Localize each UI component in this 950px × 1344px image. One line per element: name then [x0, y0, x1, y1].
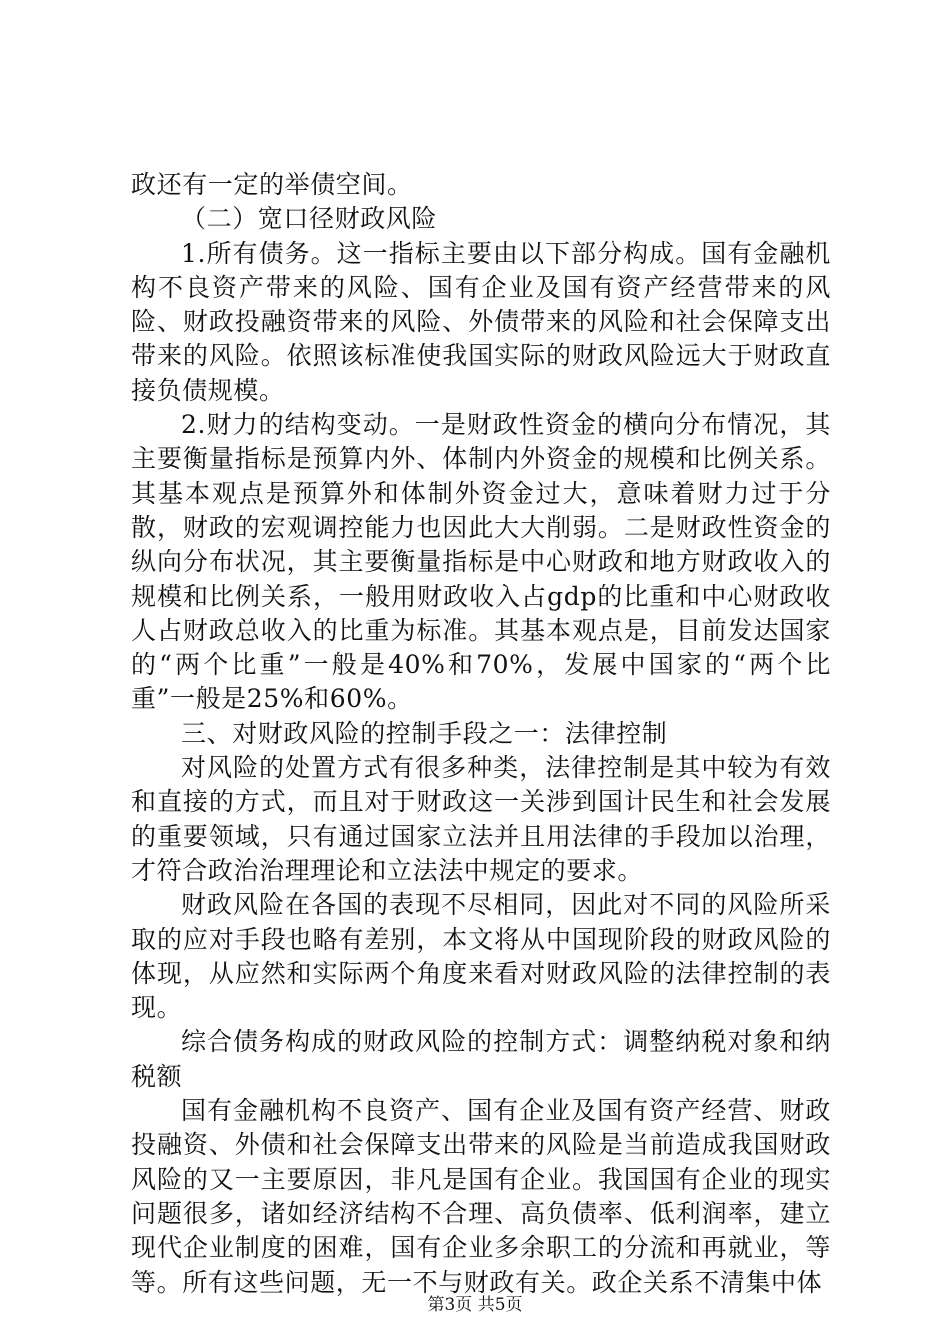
paragraph-state-enterprises: 国有金融机构不良资产、国有企业及国有资产经营、财政投融资、外债和社会保障支出带来的风险是当前造成我国财政风险的又一主要原因，非凡是国有企业。我国国有企业的现实问题很多，诸如经济结构不合理、高负债率、低利润率，建立现代企业制度的困难，国有企业多余职工的分流和再就业，等等。所有这些问题，无一不与财政有关。政企关系不清集中体: [131, 1096, 831, 1297]
page-footer: [0, 1294, 950, 1316]
page-number-label: 第3页 共5页: [427, 1295, 523, 1315]
paragraph-continuation: 政还有一定的举债空间。: [131, 170, 413, 199]
document-body: [131, 168, 831, 1300]
paragraph-risk-disposal: 对风险的处置方式有很多种类，法律控制是其中较为有效和直接的方式，而且对于财政这一关涉到国计民生和社会发展的重要领域，只有通过国家立法并且用法律的手段加以治理，才符合政治治理理论和立法法中规定的要求。: [131, 753, 831, 885]
paragraph-all-debts: 1.所有债务。这一指标主要由以下部分构成。国有金融机构不良资产带来的风险、国有企业及国有资产经营带来的风险、财政投融资带来的风险、外债带来的风险和社会保障支出带来的风险。依照该标准使我国实际的财政风险远大于财政直接负债规模。: [131, 238, 831, 405]
subheading-tax-adjustment: 综合债务构成的财政风险的控制方式：调整纳税对象和纳税额: [131, 1027, 831, 1091]
section-heading-broad-fiscal-risk: （二）宽口径财政风险: [181, 204, 438, 234]
section-heading-legal-control: 三、对财政风险的控制手段之一：法律控制: [181, 718, 668, 748]
paragraph-risk-by-country: 财政风险在各国的表现不尽相同，因此对不同的风险所采取的应对手段也略有差别，本文将从中国现阶段的财政风险的体现，从应然和实际两个角度来看对财政风险的法律控制的表现。: [131, 890, 831, 1023]
paragraph-financial-structure: 2.财力的结构变动。一是财政性资金的横向分布情况，其主要衡量指标是预算内外、体制内外资金的规模和比例关系。其基本观点是预算外和体制外资金过大，意味着财力过于分散，财政的宏观调控能力也因此大大削弱。二是财政性资金的纵向分布状况，其主要衡量指标是中心财政和地方财政收入的规模和比例关系，一般用财政收入占gdp的比重和中心财政收人占财政总收入的比重为标准。其基本观点是，目前发达国家的“两个比重”一般是40%和70%，发展中国家的“两个比重”一般是25%和60%。: [131, 410, 831, 714]
